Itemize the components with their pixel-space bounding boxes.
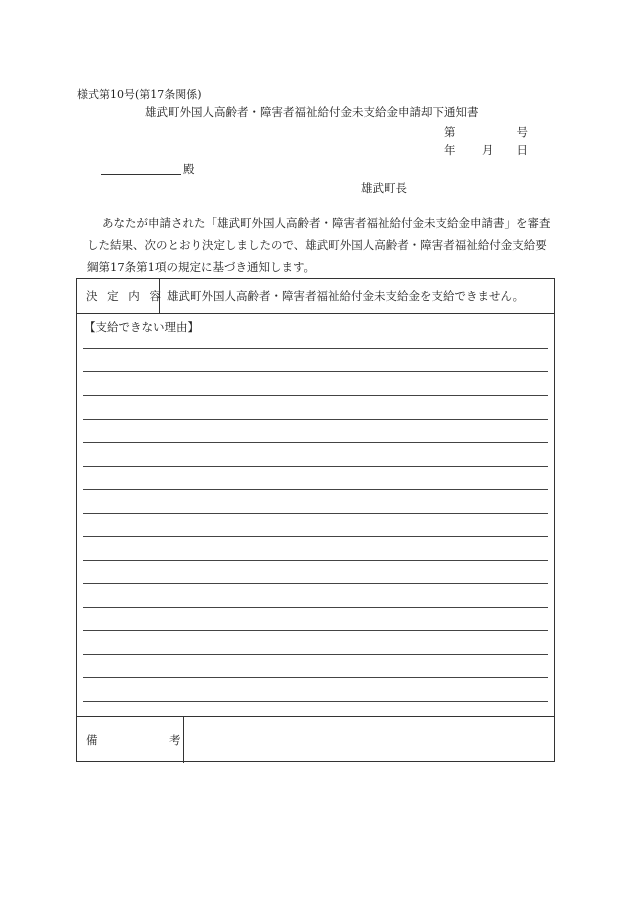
reason-rule [83,395,548,396]
notice-body: あなたが申請された「雄武町外国人高齢者・障害者福祉給付金未支給金申請書」を審査した結果、次のとおり決定しましたので、雄武町外国人高齢者・障害者福祉給付金支給要綱第17条第1項の規定に基づき通知します。 [87,216,551,274]
doc-number-prefix: 第 [444,125,456,139]
document-title: 雄武町外国人高齢者・障害者福祉給付金未支給金申請却下通知書 [145,105,479,119]
reason-rule [83,560,548,561]
date-year: 年 [444,143,456,157]
reason-rule [83,677,548,678]
decision-label: 決 定 内 容 [86,289,164,303]
addressee-name-line [101,174,181,175]
form-number: 様式第10号(第17条関係) [77,88,202,101]
reason-rule [83,371,548,372]
issuer-name: 雄武町長 [361,181,407,195]
date-month: 月 [482,143,494,157]
reason-rule [83,630,548,631]
decision-divider [159,279,160,313]
reason-rule [83,701,548,702]
remarks-row-border [77,716,554,717]
reason-rule [83,513,548,514]
remarks-label-right: 考 [169,733,181,747]
reason-rule [83,583,548,584]
decision-table [76,278,555,762]
remarks-label-left: 備 [86,733,98,747]
doc-number-suffix: 号 [516,125,528,139]
decision-row-border [77,313,554,314]
reason-rule [83,489,548,490]
remarks-divider [183,716,184,763]
reason-rule [83,419,548,420]
addressee-honorific: 殿 [183,162,195,176]
reason-rule [83,654,548,655]
reason-rule [83,536,548,537]
date-day: 日 [516,143,528,157]
reason-rule [83,466,548,467]
reason-rule [83,442,548,443]
reason-label: 【支給できない理由】 [84,320,199,334]
reason-rule [83,348,548,349]
decision-value: 雄武町外国人高齢者・障害者福祉給付金未支給金を支給できません。 [167,289,525,303]
reason-rule [83,607,548,608]
